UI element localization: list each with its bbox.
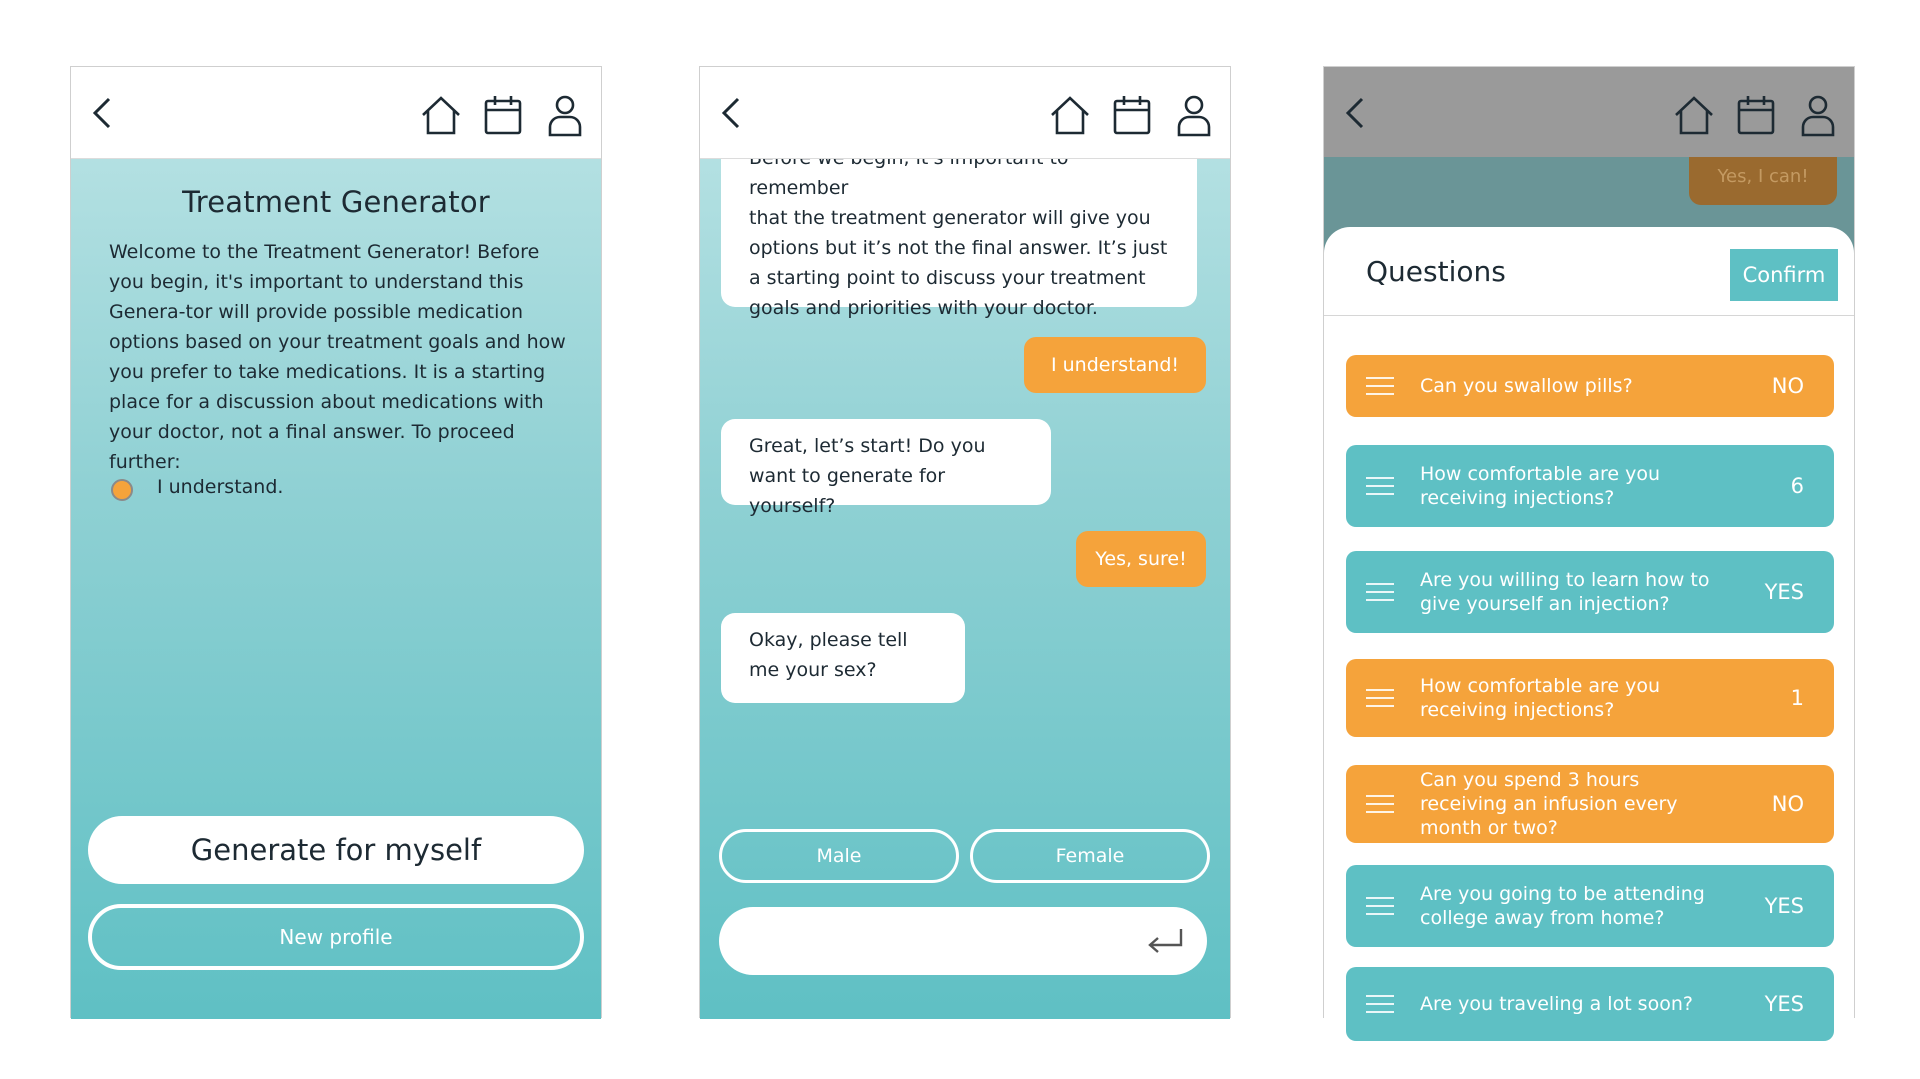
drag-handle-icon[interactable] [1366, 376, 1394, 396]
screen-questions [1323, 66, 1855, 1018]
back-chevron-icon[interactable] [712, 91, 752, 135]
page-title: Treatment Generator [182, 185, 490, 219]
bot-message-text: that the treatment generator will give you options but it’s not the final answer. It’s just a starting point to discuss your treatment goals and priorities with your doctor. [749, 207, 1168, 319]
top-navigation-bar [1324, 67, 1854, 157]
calendar-icon[interactable] [1110, 93, 1154, 137]
questions-sheet [1324, 227, 1854, 1027]
bot-message: Great, let’s start! Do you want to generate for yourself? [721, 419, 1051, 505]
drag-handle-icon[interactable] [1366, 688, 1394, 708]
back-chevron-icon[interactable] [1336, 91, 1376, 135]
question-answer: 6 [1790, 474, 1804, 498]
generate-for-myself-button[interactable]: Generate for myself [88, 816, 584, 884]
user-reply: Yes, sure! [1076, 531, 1206, 587]
question-text: Can you swallow pills? [1420, 375, 1633, 397]
user-reply: I understand! [1024, 337, 1206, 393]
question-row[interactable] [1346, 659, 1834, 737]
screen-chat [699, 66, 1231, 1018]
bot-message: Okay, please tell me your sex? [721, 613, 965, 703]
home-icon[interactable] [419, 93, 463, 137]
new-profile-button[interactable]: New profile [88, 904, 584, 970]
question-text: Are you going to be attending college away from home? [1420, 883, 1705, 929]
profile-icon[interactable] [543, 93, 587, 137]
confirm-button[interactable]: Confirm [1730, 249, 1838, 301]
top-navigation-bar [71, 67, 601, 159]
option-male-button[interactable]: Male [719, 829, 959, 883]
home-icon[interactable] [1672, 93, 1716, 137]
question-row[interactable] [1346, 765, 1834, 843]
top-navigation-bar [700, 67, 1230, 159]
intro-paragraph: Welcome to the Treatment Generator! Before you begin, it's important to understand this Genera-tor will provide possible medication options based on your treatment goals and how you prefer to take medications. It is a starting place for a discussion about medications with your doctor, not a final answer. To proceed further: [109, 241, 566, 473]
divider [1324, 315, 1854, 316]
question-answer: 1 [1790, 686, 1804, 710]
option-female-button[interactable]: Female [970, 829, 1210, 883]
understand-radio-label: I understand. [157, 476, 284, 498]
question-answer: NO [1771, 374, 1804, 398]
drag-handle-icon[interactable] [1366, 582, 1394, 602]
question-row[interactable] [1346, 967, 1834, 1041]
screen-treatment-generator-intro [70, 66, 602, 1018]
question-text: Are you willing to learn how to give yourself an injection? [1420, 569, 1710, 615]
question-text: Can you spend 3 hours receiving an infusion every month or two? [1420, 769, 1678, 839]
drag-handle-icon[interactable] [1366, 794, 1394, 814]
question-row[interactable] [1346, 355, 1834, 417]
message-input[interactable] [719, 907, 1207, 975]
question-text: How comfortable are you receiving injections? [1420, 675, 1661, 721]
back-chevron-icon[interactable] [83, 91, 123, 135]
question-row[interactable] [1346, 865, 1834, 947]
calendar-icon[interactable] [481, 93, 525, 137]
home-icon[interactable] [1048, 93, 1092, 137]
profile-icon[interactable] [1796, 93, 1840, 137]
understand-radio[interactable] [111, 479, 133, 501]
enter-icon[interactable] [1145, 927, 1185, 955]
profile-icon[interactable] [1172, 93, 1216, 137]
drag-handle-icon[interactable] [1366, 476, 1394, 496]
bot-message-cut-line: remember [749, 177, 849, 199]
question-answer: YES [1764, 894, 1804, 918]
question-row[interactable] [1346, 551, 1834, 633]
question-text: Are you traveling a lot soon? [1420, 993, 1693, 1015]
question-answer: YES [1764, 992, 1804, 1016]
question-answer: NO [1771, 792, 1804, 816]
bot-message [721, 139, 1197, 319]
sheet-title: Questions [1366, 255, 1506, 288]
question-text: How comfortable are you receiving injections? [1420, 463, 1661, 509]
previous-user-reply: Yes, I can! [1689, 153, 1837, 205]
question-answer: YES [1764, 580, 1804, 604]
calendar-icon[interactable] [1734, 93, 1778, 137]
question-row[interactable] [1346, 445, 1834, 527]
drag-handle-icon[interactable] [1366, 896, 1394, 916]
drag-handle-icon[interactable] [1366, 994, 1394, 1014]
